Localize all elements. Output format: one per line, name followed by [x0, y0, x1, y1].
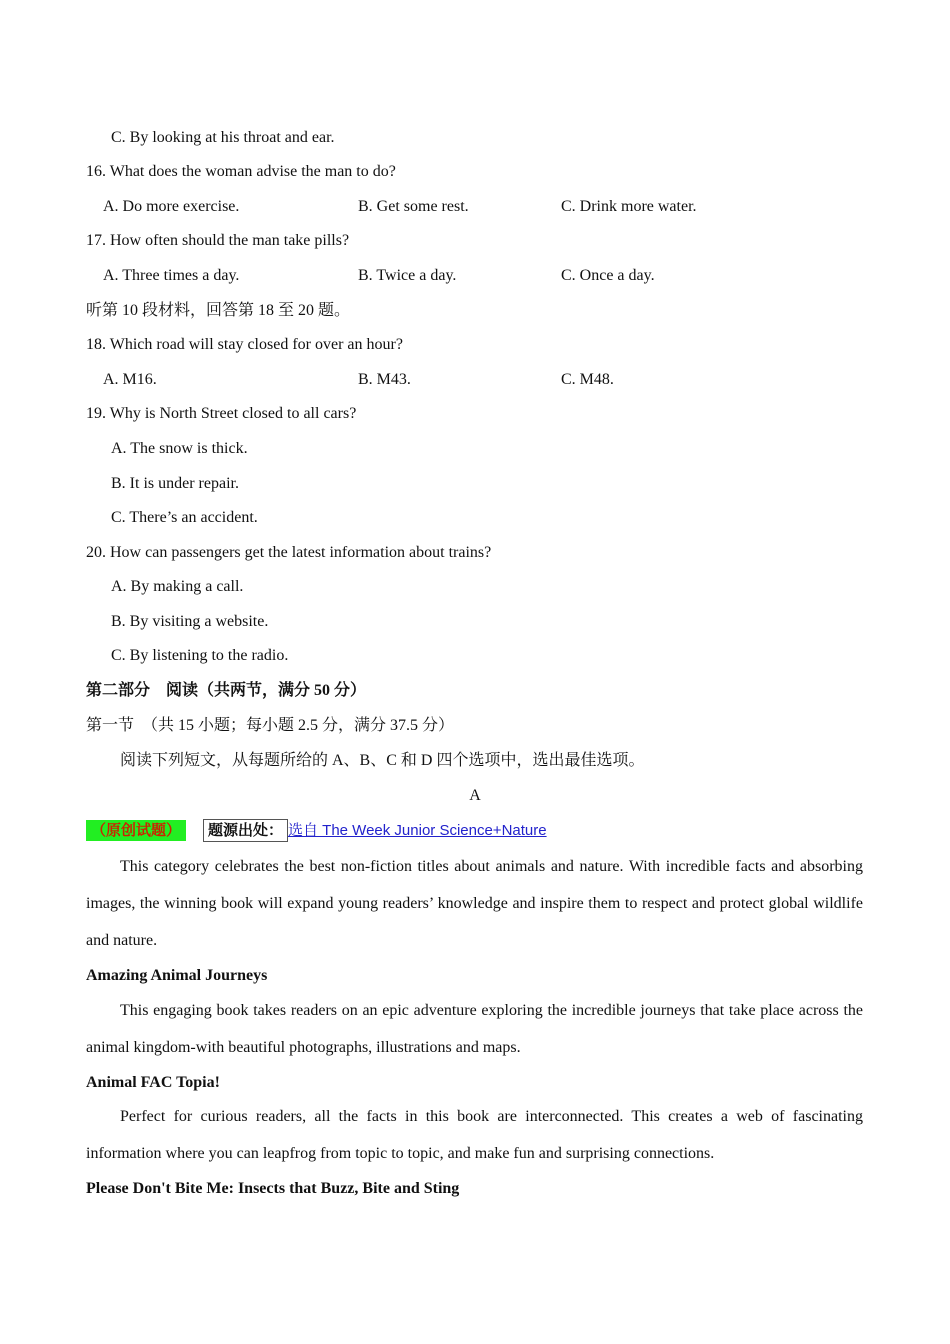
intro-paragraph-text: This category celebrates the best non-fiction titles about animals and nature. With incredible facts and absorbing images, the winning book will expand young readers’ knowledge and inspire them to respect and protect global wildlife and nature.: [86, 858, 863, 949]
intro-paragraph: [86, 848, 863, 959]
q18-option-b: B. M43.: [358, 371, 411, 388]
source-label: 题源出处：: [203, 819, 288, 842]
book-description-2-text: Perfect for curious readers, all the facts in this book are interconnected. This creates a web of fascinating information where you can leapfrog from topic to topic, and make fun and surprising connections.: [86, 1108, 863, 1162]
book-description-1: [86, 992, 863, 1066]
q20-option-a: A. By making a call.: [111, 578, 244, 595]
book-description-1-text: This engaging book takes readers on an epic adventure exploring the incredible journeys that take place across the animal kingdom-with beautiful photographs, illustrations and maps.: [86, 1002, 863, 1056]
q19-option-c: C. There’s an accident.: [111, 509, 258, 526]
q20-option-b: B. By visiting a website.: [111, 613, 269, 630]
q16-option-c: C. Drink more water.: [561, 198, 697, 215]
original-question-tag: （原创试题）: [86, 820, 186, 841]
q17-option-c: C. Once a day.: [561, 267, 655, 284]
book-description-2: [86, 1098, 863, 1172]
q20-option-c: C. By listening to the radio.: [111, 647, 289, 664]
section10-instruction: 听第 10 段材料，回答第 18 至 20 题。: [86, 302, 351, 319]
q18-option-c: C. M48.: [561, 371, 614, 388]
q20-question: 20. How can passengers get the latest information about trains?: [86, 544, 492, 561]
section1-heading: 第一节 （共 15 小题；每小题 2.5 分，满分 37.5 分）: [86, 717, 455, 734]
source-link[interactable]: 选自 The Week Junior Science+Nature: [288, 822, 547, 839]
part2-heading: 第二部分 阅读（共两节，满分 50 分）: [86, 682, 367, 699]
book-title-1: Amazing Animal Journeys: [86, 967, 268, 984]
q18-question: 18. Which road will stay closed for over an hour?: [86, 336, 403, 353]
reading-instruction: 阅读下列短文，从每题所给的 A、B、C 和 D 四个选项中，选出最佳选项。: [120, 752, 645, 769]
q17-option-a: A. Three times a day.: [103, 267, 240, 284]
q19-option-a: A. The snow is thick.: [111, 440, 248, 457]
book-title-2: Animal FAC Topia!: [86, 1074, 220, 1091]
q17-option-b: B. Twice a day.: [358, 267, 457, 284]
q16-option-b: B. Get some rest.: [358, 198, 469, 215]
q17-question: 17. How often should the man take pills?: [86, 232, 350, 249]
q19-option-b: B. It is under repair.: [111, 475, 239, 492]
q18-option-a: A. M16.: [103, 371, 157, 388]
book-title-3: Please Don't Bite Me: Insects that Buzz, Bite and Sting: [86, 1180, 460, 1197]
q15-option-c: C. By looking at his throat and ear.: [111, 129, 335, 146]
q19-question: 19. Why is North Street closed to all cars?: [86, 405, 357, 422]
passage-label: A: [469, 787, 481, 804]
q16-question: 16. What does the woman advise the man to do?: [86, 163, 396, 180]
q16-option-a: A. Do more exercise.: [103, 198, 240, 215]
